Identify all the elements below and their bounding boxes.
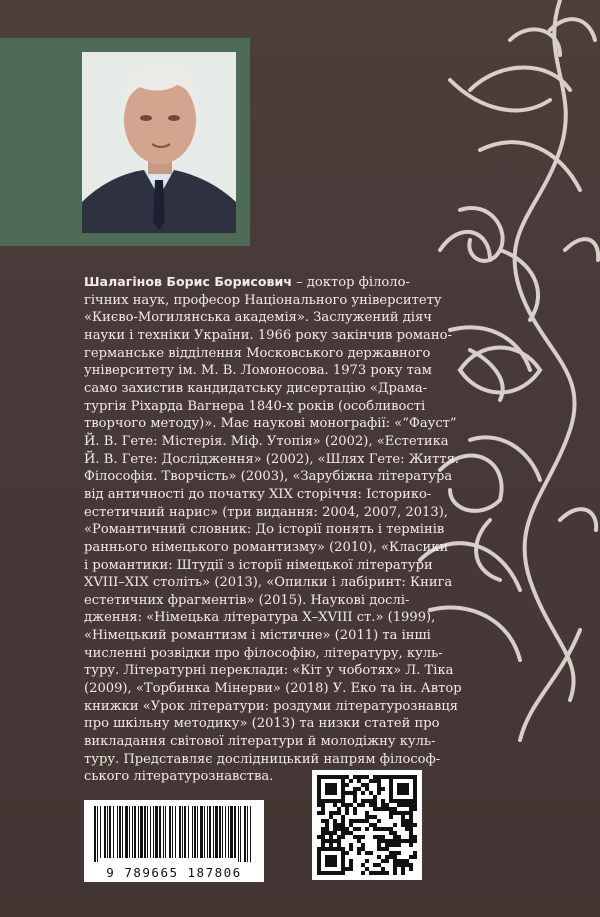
bio-line: (2009), «Торбинка Мінерви» (2018) У. Еко та ін. Автор (84, 681, 462, 697)
bio-line: Й. В. Гете: Дослідження» (2002), «Шлях Гете: Життя. (84, 451, 460, 467)
bio-line: університету ім. М. В. Ломоносова. 1973 року там (84, 363, 432, 379)
bio-line: «Німецький романтизм і містичне» (2011) та інші (84, 628, 431, 644)
bio-line: науки і техніки України. 1966 року закінчив романо- (84, 327, 452, 343)
bio-line: – доктор філоло- (291, 275, 410, 290)
qr-code (312, 770, 422, 880)
bio-line: само захистив кандидатську дисертацію «Драма- (84, 380, 428, 396)
bio-line: германське відділення Московського державного (84, 345, 431, 361)
author-photo (82, 52, 236, 233)
bio-line: творчого методу)». Має наукові монографії: «“Фауст” (84, 416, 457, 432)
bio-line: дження: «Німецька література X–XVIII ст.» (1999), (84, 610, 436, 626)
bio-line: і романтики: Штудії з історії німецької літератури (84, 557, 433, 573)
bio-line: тургія Ріхарда Вагнера 1840-х років (особливості (84, 398, 426, 414)
bio-line: про шкільну методику» (2013) та низки статей про (84, 716, 440, 732)
isbn-barcode (84, 800, 264, 882)
isbn-number: 9 789665 187806 (106, 865, 242, 880)
bio-line: книжки «Урок літератури: роздуми літературознавця (84, 698, 459, 714)
bio-line: гічних наук, професор Національного університету (84, 292, 442, 308)
bio-line: раннього німецького романтизму» (2010), «Класики (84, 539, 449, 555)
author-bio (84, 273, 480, 786)
bio-line: туру. Представляє дослідницький напрям філософ- (84, 751, 441, 767)
bio-line: численні розвідки про філософію, літературу, куль- (84, 645, 443, 661)
bio-line: ського літературознавства. (84, 769, 274, 785)
bio-line: туру. Літературні переклади: «Кіт у чоботях» Л. Тіка (84, 663, 454, 679)
bio-line: від античності до початку XIX сторіччя: Історико- (84, 486, 432, 502)
bio-line: естетичних фрагментів» (2015). Наукові дослі- (84, 592, 410, 608)
bio-line: викладання світової літератури й молодіжну куль- (84, 734, 436, 750)
bio-line: «Києво-Могилянська академія». Заслужений діяч (84, 310, 432, 326)
bio-line: естетичний нарис» (три видання: 2004, 2007, 2013), (84, 504, 448, 520)
bio-line: «Романтичний словник: До історії понять і термінів (84, 522, 445, 538)
author-name: Шалагінов Борис Борисович (84, 274, 292, 289)
bio-line: Філософія. Творчість» (2003), «Зарубіжна література (84, 469, 453, 485)
bio-line: Й. В. Гете: Містерія. Міф. Утопія» (2002), «Естетика (84, 433, 449, 449)
barcode-bars (92, 806, 256, 862)
bio-line: XVIII–XIX століть» (2013), «Опилки і лабіринт: Книга (84, 575, 453, 591)
qr-pattern (312, 770, 422, 880)
